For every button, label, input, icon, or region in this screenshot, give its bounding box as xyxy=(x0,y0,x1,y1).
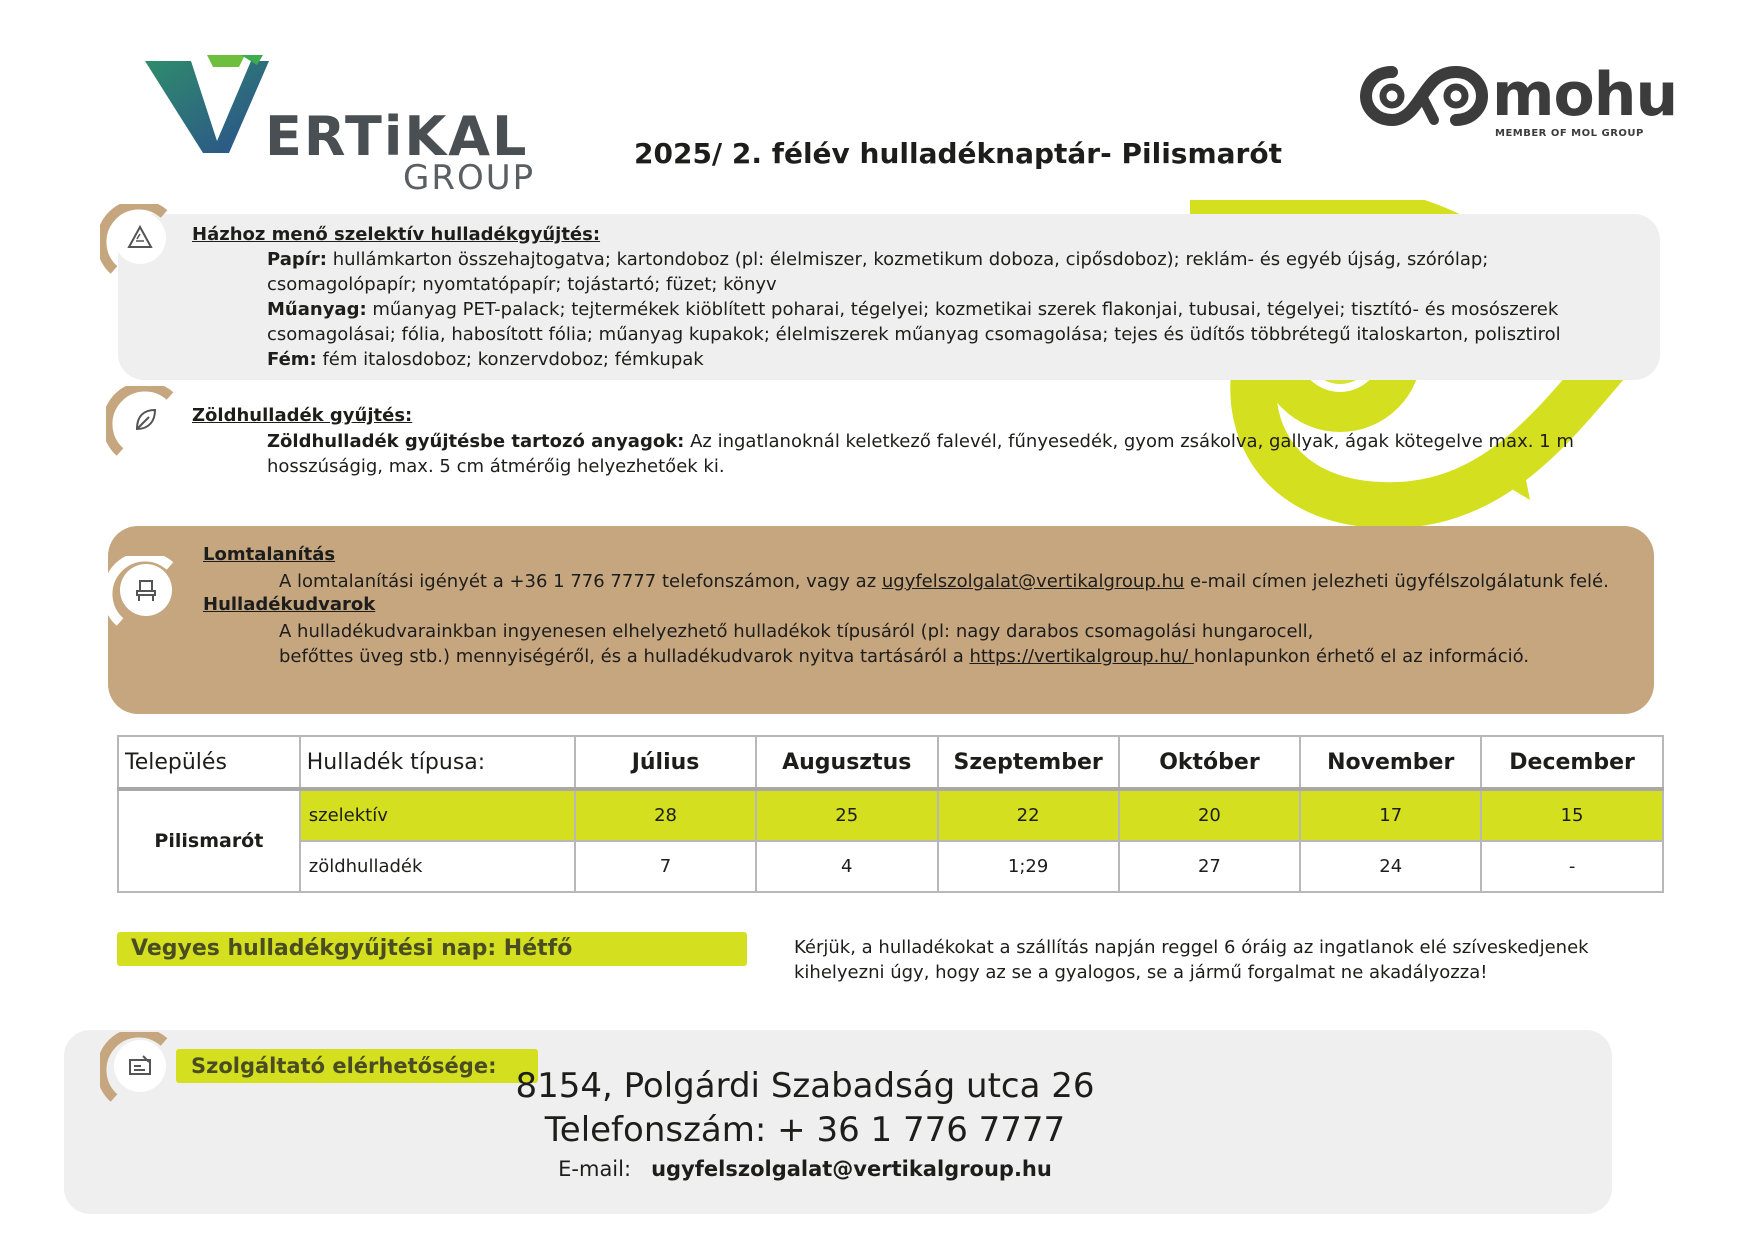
green-line-1: Zöldhulladék gyűjtésbe tartozó anyagok: Az ingatlanoknál keletkező falevél, fűnyesedék, gyom zsákolva, gallyak, ágak kötegelve max. 1 m xyxy=(267,431,1574,452)
contact-email[interactable]: ugyfelszolgalat@vertikalgroup.hu xyxy=(651,1157,1052,1181)
collection-calendar-table xyxy=(117,735,1664,893)
recycle-badge xyxy=(100,204,172,276)
col-type: Hulladék típusa: xyxy=(300,736,575,789)
yards-line-1: A hulladékudvarainkban ingyenesen elhelyezhető hulladékok típusáról (pl: nagy darabos csomagolási hungarocell, xyxy=(279,621,1314,642)
contact-label: Szolgáltató elérhetősége: xyxy=(176,1049,538,1083)
col-month: November xyxy=(1300,736,1481,789)
metal-line: Fém: fém italosdoboz; konzervdoboz; fémkupak xyxy=(267,349,704,370)
date-cell: 20 xyxy=(1119,789,1301,841)
col-month: Augusztus xyxy=(756,736,938,789)
contact-email-line: E-mail: ugyfelszolgalat@vertikalgroup.hu xyxy=(558,1157,1052,1181)
vertikal-group-text: GROUP xyxy=(403,158,536,198)
notice-line-1: Kérjük, a hulladékokat a szállítás napján reggel 6 óráig az ingatlanok elé szíveskedjenek xyxy=(794,937,1589,958)
date-cell: 25 xyxy=(756,789,938,841)
paper-line-1: Papír: hullámkarton összehajtogatva; kartondoboz (pl: élelmiszer, kozmetikum doboza, cipősdoboz); reklám- és egyéb újság, szórólap; xyxy=(267,249,1489,270)
contact-phone: Telefonszám: + 36 1 776 7777 xyxy=(544,1110,1066,1150)
bulky-text: A lomtalanítási igényét a +36 1 776 7777 telefonszámon, vagy az ugyfelszolgalat@vertikalgroup.hu e-mail címen jelezheti ügyfélszolgálatunk felé. xyxy=(279,571,1609,592)
col-month: Szeptember xyxy=(938,736,1119,789)
table-header-row xyxy=(118,736,1663,789)
date-cell: 24 xyxy=(1300,841,1481,892)
settlement-cell: Pilismarót xyxy=(118,789,300,892)
plastic-line-2: csomagolásai; fólia, habosított fólia; műanyag kupakok; élelmiszerek műanyag csomagolása; tejes és üdítős többrétegű italoskarton, polisztirol xyxy=(267,324,1561,345)
col-month: December xyxy=(1481,736,1663,789)
website-link[interactable]: https://vertikalgroup.hu/ xyxy=(969,646,1194,667)
bulky-heading: Lomtalanítás xyxy=(203,544,336,565)
vertikal-wordmark: ERTiKAL xyxy=(265,105,529,168)
leaf-icon xyxy=(120,394,172,446)
mohu-logo xyxy=(1360,60,1678,150)
type-cell: zöldhulladék xyxy=(300,841,575,892)
date-cell: 22 xyxy=(938,789,1119,841)
table-row xyxy=(118,789,1663,841)
page-title: 2025/ 2. félév hulladéknaptár- Pilismarót xyxy=(634,137,1282,170)
chair-icon xyxy=(120,564,172,616)
type-cell: szelektív xyxy=(300,789,575,841)
bulky-email-link[interactable]: ugyfelszolgalat@vertikalgroup.hu xyxy=(881,571,1185,592)
selective-heading: Házhoz menő szelektív hulladékgyűjtés: xyxy=(192,224,601,245)
notice-line-2: kihelyezni úgy, hogy az se a gyalogos, se a jármű forgalmat ne akadályozza! xyxy=(794,962,1488,983)
furniture-badge xyxy=(106,556,178,628)
recycle-icon xyxy=(114,212,166,264)
green-line-2: hosszúságig, max. 5 cm átmérőig helyezhetőek ki. xyxy=(267,456,725,477)
contact-badge xyxy=(100,1032,172,1104)
leaf-badge xyxy=(106,386,178,458)
date-cell: 28 xyxy=(575,789,756,841)
mohu-wordmark: mohu xyxy=(1492,60,1678,130)
placement-notice xyxy=(794,935,1654,985)
mixed-collection-day: Vegyes hulladékgyűjtési nap: Hétfő xyxy=(117,932,747,966)
table-row xyxy=(118,841,1663,892)
yards-line-2: befőttes üveg stb.) mennyiségéről, és a hulladékudvarok nyitva tartásáról a https://vertikalgroup.hu/ honlapunkon érhető el az információ. xyxy=(279,646,1530,667)
paper-line-2: csomagolópapír; nyomtatópapír; tojástartó; füzet; könyv xyxy=(267,274,777,295)
vertikal-v-mark-icon xyxy=(145,55,285,175)
date-cell: 17 xyxy=(1300,789,1481,841)
vertikal-logo xyxy=(145,55,545,198)
col-month: Október xyxy=(1119,736,1301,789)
contact-address: 8154, Polgárdi Szabadság utca 26 xyxy=(515,1066,1095,1106)
mohu-tagline: MEMBER OF MOL GROUP xyxy=(1495,128,1644,139)
date-cell: 7 xyxy=(575,841,756,892)
contact-card-icon xyxy=(114,1040,166,1092)
yards-heading: Hulladékudvarok xyxy=(203,594,376,615)
date-cell: 4 xyxy=(756,841,938,892)
date-cell: 15 xyxy=(1481,789,1663,841)
green-heading: Zöldhulladék gyűjtés: xyxy=(192,405,413,426)
col-settlement: Település xyxy=(118,736,300,789)
date-cell: 1;29 xyxy=(938,841,1119,892)
mohu-infinity-icon xyxy=(1360,62,1490,132)
date-cell: 27 xyxy=(1119,841,1301,892)
plastic-line-1: Műanyag: műanyag PET-palack; tejtermékek kiöblített poharai, tégelyei; kozmetikai szerek flakonjai, tubusai, tégelyei; tisztító- és mosószerek xyxy=(267,299,1559,320)
col-month: Július xyxy=(575,736,756,789)
date-cell: - xyxy=(1481,841,1663,892)
